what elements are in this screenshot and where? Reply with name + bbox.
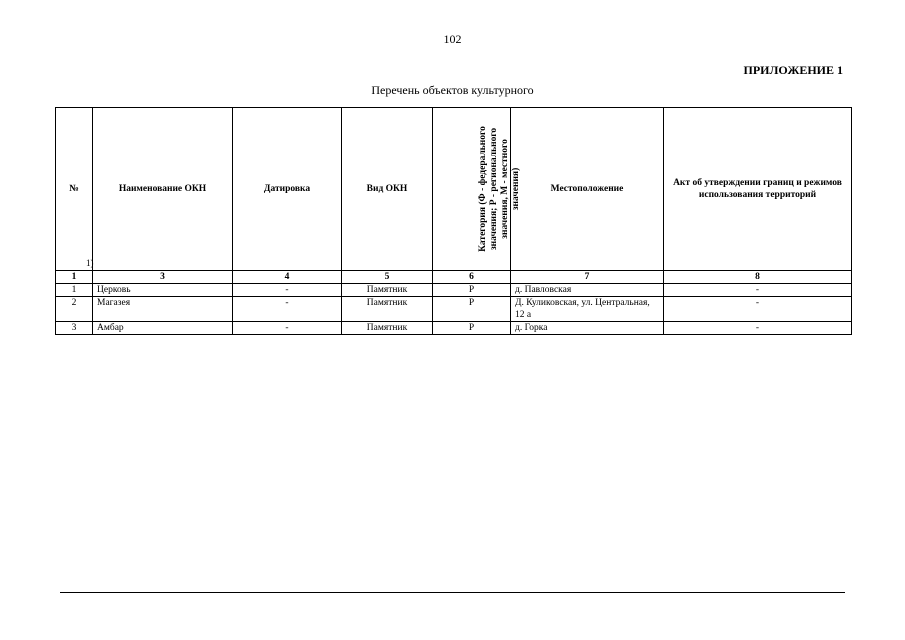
row-name: Церковь (93, 284, 233, 297)
header-type: Вид ОКН (342, 108, 433, 271)
column-number-row (56, 271, 852, 284)
document-title: Перечень объектов культурного (371, 83, 534, 97)
column-number: 6 (433, 271, 511, 284)
category-line: значения; Р - регионального (488, 127, 499, 251)
row-category: Р (433, 322, 511, 335)
appendix-label: ПРИЛОЖЕНИЕ 1 (743, 63, 843, 77)
column-number: 1 (56, 271, 93, 284)
column-number: 4 (233, 271, 342, 284)
row-date: - (233, 284, 342, 297)
row-name: Магазея (93, 297, 233, 322)
footer-rule (60, 592, 845, 593)
table-row (56, 297, 852, 322)
row-category: Р (433, 284, 511, 297)
row-date: - (233, 297, 342, 322)
row-num: 1 (56, 284, 93, 297)
table-row (56, 284, 852, 297)
row-location: Д. Куликовская, ул. Центральная, 12 а (511, 297, 664, 322)
row-name: Амбар (93, 322, 233, 335)
header-act: Акт об утверждении границ и режимов использования территорий (664, 108, 852, 271)
row-type: Памятник (342, 322, 433, 335)
category-line: Категория (Ф - федерального (477, 126, 488, 252)
table-header-row (56, 108, 852, 271)
row-category: Р (433, 297, 511, 322)
row-act: - (664, 322, 852, 335)
row-location: д. Павловская (511, 284, 664, 297)
header-note: 1) (86, 258, 94, 268)
row-num: 3 (56, 322, 93, 335)
category-line: значения, М - местного (499, 139, 510, 239)
category-line: значения) (510, 167, 521, 211)
okn-table (55, 107, 852, 335)
row-act: - (664, 284, 852, 297)
column-number: 3 (93, 271, 233, 284)
row-date: - (233, 322, 342, 335)
column-number: 7 (511, 271, 664, 284)
header-location: Местоположение (511, 108, 664, 271)
column-number: 5 (342, 271, 433, 284)
header-num (56, 108, 93, 271)
header-category (433, 108, 521, 271)
column-number: 8 (664, 271, 852, 284)
row-type: Памятник (342, 284, 433, 297)
row-type: Памятник (342, 297, 433, 322)
row-act: - (664, 297, 852, 322)
row-location: д. Горка (511, 322, 664, 335)
header-date: Датировка (233, 108, 342, 271)
header-name: Наименование ОКН (93, 108, 233, 271)
header-num-label: № (69, 184, 79, 194)
row-num: 2 (56, 297, 93, 322)
page-number: 102 (443, 32, 462, 46)
table-row (56, 322, 852, 335)
